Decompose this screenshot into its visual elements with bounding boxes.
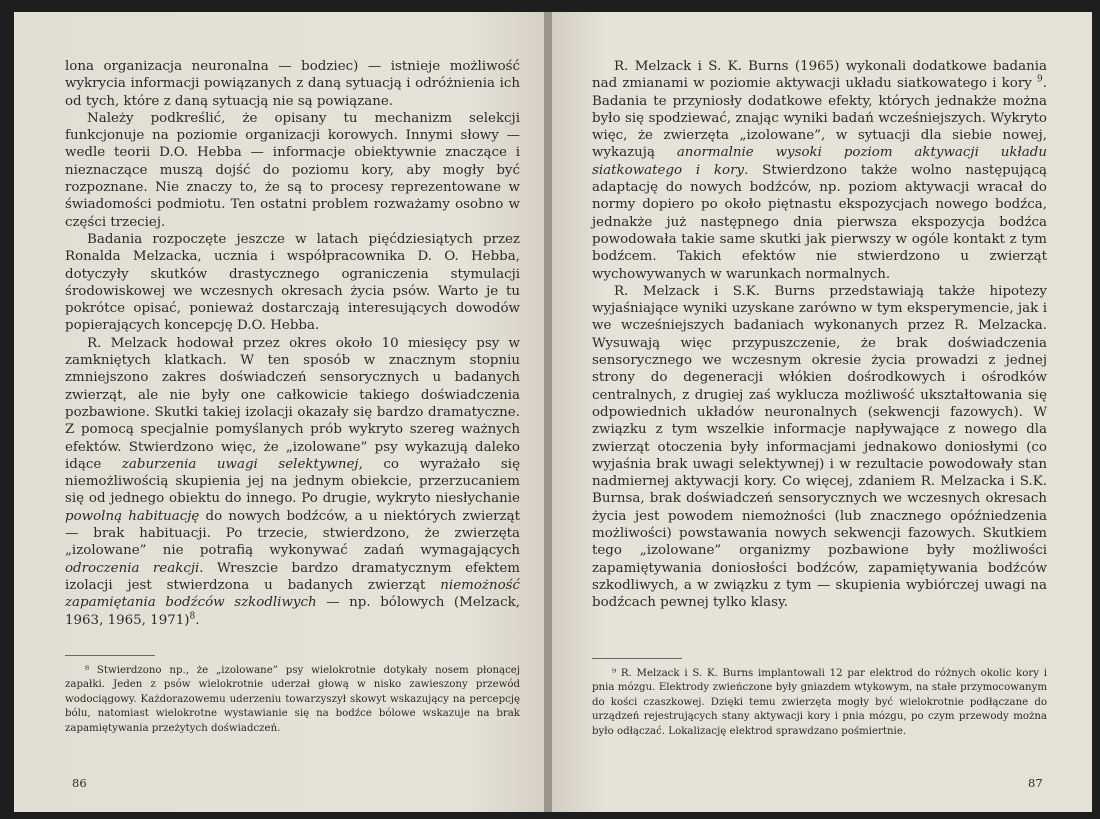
footnote-9: ⁹ R. Melzack i S. K. Burns implantowali 12 par elektrod do różnych okolic kory i pnia mózgu. Elektrody zwieńczone były gniazdem wtykowym, na stałe przymocowanym do kości czaszkowej. Dzięki temu zwierzęta mogły być wielokrotnie podłączane do urządzeń rejestrujących stany aktywacji kory i pnia mózgu, po czym przewody można było odłączać. Lokalizację elektrod sprawdzano pośmiertnie.: [592, 668, 1047, 737]
paragraph: [592, 58, 1047, 283]
italic-phrase: zaburzenia uwagi selektywnej: [121, 456, 359, 472]
right-page-body: [592, 58, 1047, 612]
footnote-8: ⁸ Stwierdzono np., że „izolowane” psy wielokrotnie dotykały nosem płonącej zapałki. Jeden z psów wielokrotnie uderzał głową w nisko zawieszony przewód wodociągowy. Każdorazowemu uderzeniu towarzyszył skowyt wskazujący na percepcję bólu, natomiast wielokrotne wystawianie się na bodźce bólowe wskazuje na brak zapamiętywania przeżytych doświadczeń.: [65, 665, 520, 734]
text-run: R. Melzack i S.K. Burns przedstawiają także hipotezy wyjaśniające wyniki uzyskane zarówno w tym eksperymencie, jak i we wcześniejszych badaniach wykonanych przez R. Melzacka. Wysuwają więc przypuszczenie, że brak doświadczenia sensorycznego we wczesnym okresie życia prowadzi z jednej strony do degeneracji włókien dośrodkowych i ośrodków centralnych, z drugiej zaś wyklucza możliwość ukształtowania się odpowiednich układów neuronalnych (sekwencji fazowych). W związku z tym wszelkie informacje napływające z nowego dla zwierząt otoczenia były informacjami jednakowo doniosłymi (co wyjaśnia brak uwagi selektywnej) i w rezultacie powodowały stan nadmiernej aktywacji kory. Co więcej, zdaniem R. Melzacka i S.K. Burnsa, brak doświadczeń sensorycznych we wczesnych okresach życia jest powodem niemożności (lub znacznego opóźniedzenia możliwości) powstawania nowych sekwencji fazowych. Skutkiem tego „izolowane” organizmy pozbawione były możliwości zapamiętywania doniosłości bodźców, zapamiętywania bodźców szkodliwych, a w związku z tym — skupienia wybiórczej uwagi na bodźcach pewnej tylko klasy.: [592, 283, 1047, 611]
italic-phrase: powolną habituację: [65, 508, 200, 524]
text-run: Badania rozpoczęte jeszcze w latach pięćdziesiątych przez Ronalda Melzacka, ucznia i współpracownika D. O. Hebba, dotyczyły skutków drastycznego ograniczenia stymulacji środowiskowej we wczesnych okresach życia psów. Warto je tu pokrótce opisać, ponieważ dostarczają interesujących dowodów popierających koncepcję D.O. Hebba.: [65, 231, 520, 334]
page-number-right: 87: [1028, 776, 1043, 790]
left-page-body: [65, 58, 520, 629]
page-number-left: 86: [72, 776, 87, 790]
book-gutter: [544, 12, 552, 812]
text-run: Należy podkreślić, że opisany tu mechanizm selekcji funkcjonuje na poziomie organizacji korowych. Innymi słowy — wedle teorii D.O. Hebba — informacje obiektywnie znaczące i nieznaczące muszą dojść do poziomu kory, aby mogły być rozpoznane. Nie znaczy to, że są to procesy reprezentowane w świadomości podmiotu. Ten ostatni problem rozważamy osobno w części trzeciej.: [65, 110, 520, 230]
paragraph: [65, 110, 520, 231]
text-run: R. Melzack i S. K. Burns (1965) wykonali dodatkowe badania nad zmianami w poziomie aktywacji układu siatkowatego i kory: [592, 59, 1047, 92]
footnote-rule: [65, 655, 155, 656]
text-run: . Wreszcie bardzo dramatycznym efektem izolacji jest stwierdzona u badanych zwierząt: [65, 560, 520, 593]
right-footnote: [592, 667, 1047, 739]
text-run: do nowych bodźców, a u niektórych zwierząt — brak habituacji. Po trzecie, stwierdzono, że zwierzęta „izolowane” nie potrafią wykonywać zadań wymagających: [65, 508, 520, 559]
text-run: , co wyrażało się niemożliwością skupienia jej na jednym obiekcie, przerzucaniem się od jednego obiektu do innego. Po drugie, wykryto niesłychanie: [65, 456, 520, 507]
footnote-marker: 9: [1037, 74, 1043, 85]
right-page: [552, 12, 1092, 812]
text-run: . Stwierdzono także wolno następującą adaptację do nowych bodźców, np. poziom aktywacji wracał do normy dopiero po około piętnastu ekspozycjach nowego bodźca, jednakże już następnego dnia pierwsza ekspozycja bodźca powodowała takie same skutki jak pierwszy w ogóle kontakt z tym bodźcem. Takich efektów nie stwierdzono u zwierząt wychowywanych w warunkach normalnych.: [592, 162, 1047, 282]
footnote-marker: 8: [189, 611, 196, 622]
italic-phrase: niemożność zapamiętania bodźców szkodliwych: [65, 577, 520, 611]
paragraph: [65, 231, 520, 335]
text-run: lona organizacja neuronalna — bodziec) — istnieje możliwość wykrycia informacji powiązanych z daną sytuacją i odróżnienia ich od tych, które z daną sytuacją nie są powiązane.: [65, 59, 520, 109]
paragraph: [65, 58, 520, 110]
left-footnote: [65, 664, 520, 736]
paragraph: [592, 283, 1047, 612]
footnote-rule: [592, 658, 682, 659]
left-page: [14, 12, 544, 812]
text-run: . Badania te przyniosły dodatkowe efekty, których jednakże można było się spodziewać, znając wyniki badań wcześniejszych. Wykryto więc, że zwierzęta „izolowane”, w sytuacji dla siebie nowej, wykazują: [592, 76, 1047, 161]
text-run: R. Melzack hodował przez okres około 10 miesięcy psy w zamkniętych klatkach. W ten sposób w znacznym stopniu zmniejszono zakres doświadczeń sensorycznych u badanych zwierząt, ale nie były one całkowicie takiego doświadczenia pozbawione. Skutki takiej izolacji okazały się bardzo dramatyczne. Z pomocą specjalnie pomyślanych prób wykryto szereg ważnych efektów. Stwierdzono więc, że „izolowane” psy wykazują daleko idące: [65, 335, 520, 472]
paragraph: [65, 335, 520, 629]
text-run: .: [195, 612, 200, 628]
italic-phrase: odroczenia reakcji: [65, 560, 200, 576]
italic-phrase: anormalnie wysoki poziom aktywacji układu siatkowatego i kory: [592, 145, 1047, 178]
text-run: — np. bólowych (Melzack, 1963, 1965, 1971): [65, 595, 520, 628]
